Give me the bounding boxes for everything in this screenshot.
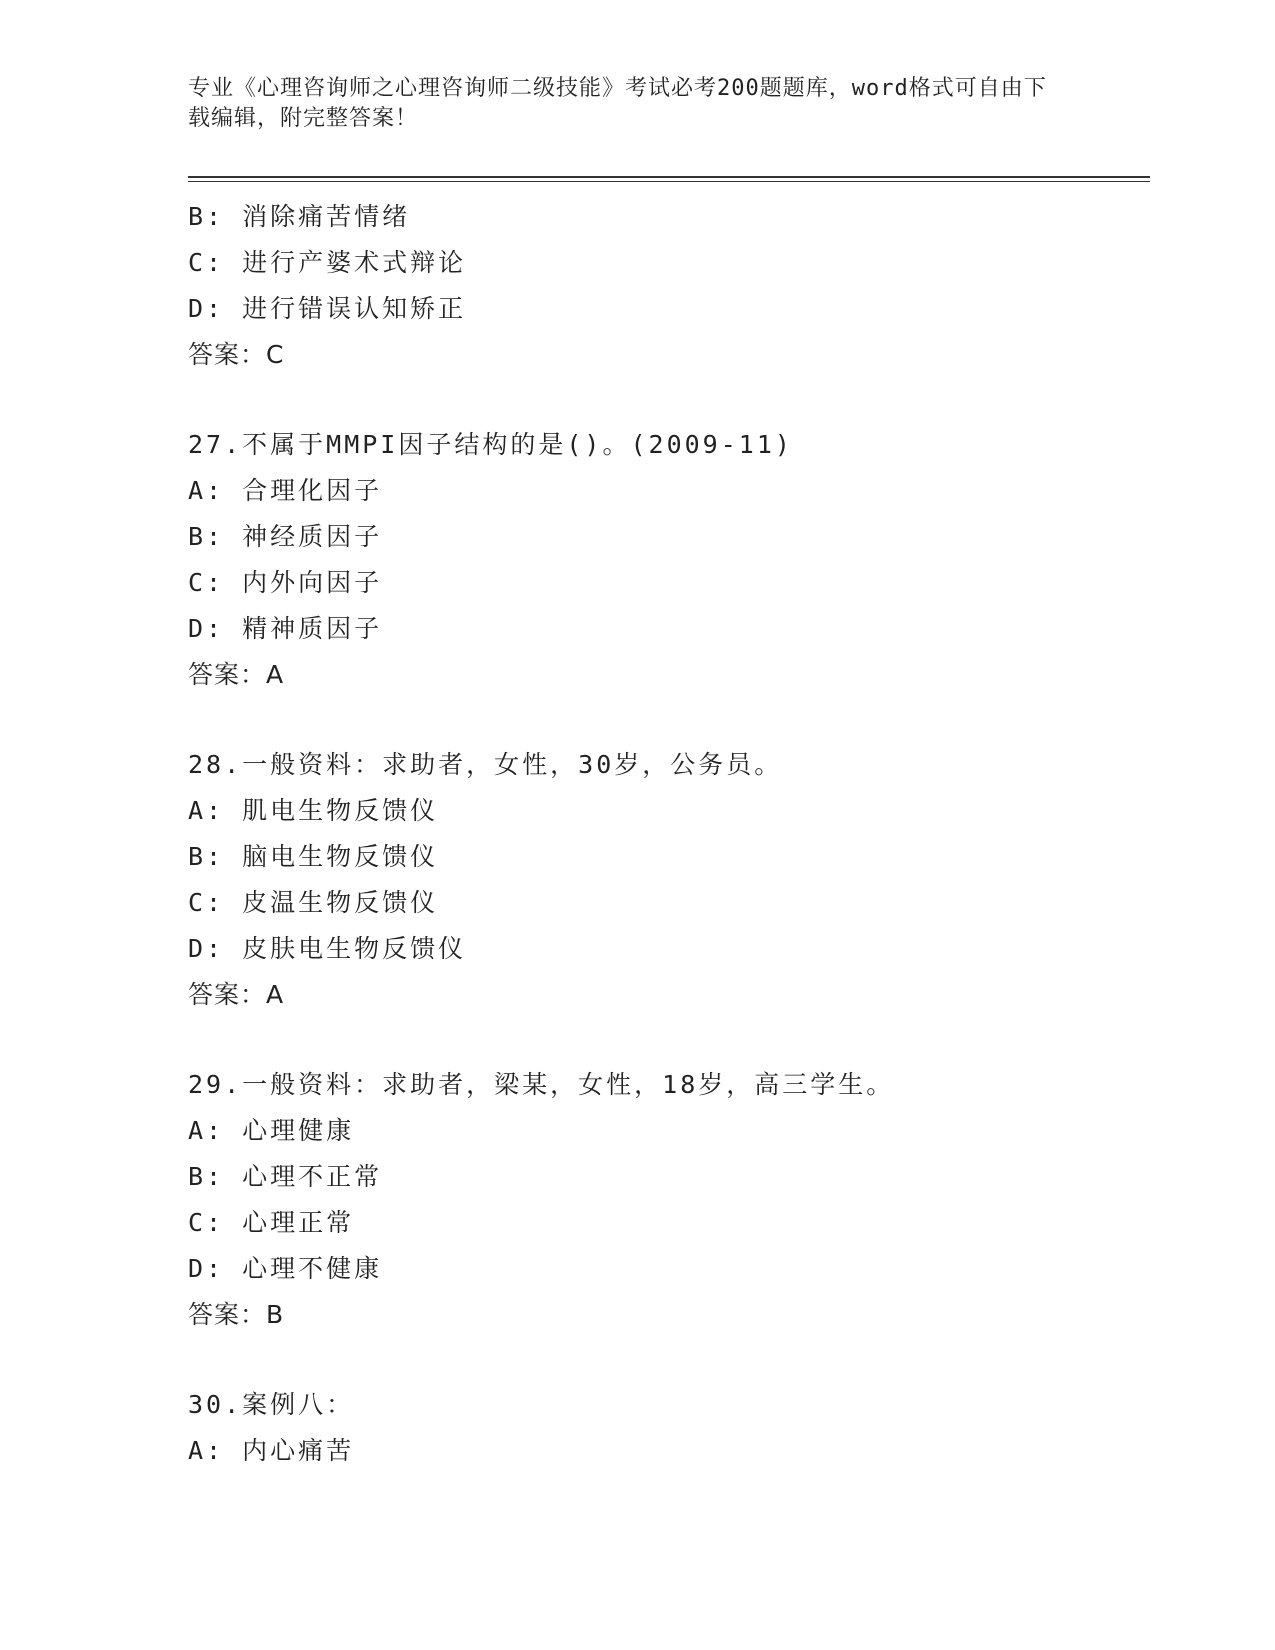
- option-d: D: 皮肤电生物反馈仪: [188, 934, 467, 963]
- option-b: B: 消除痛苦情绪: [188, 202, 411, 231]
- question-block: [188, 1382, 1148, 1474]
- option-a: A: 内心痛苦: [188, 1436, 355, 1465]
- option-d: D: 精神质因子: [188, 614, 383, 643]
- option-c: C: 皮温生物反馈仪: [188, 888, 439, 917]
- question-title: 27.不属于MMPI因子结构的是()。(2009-11): [188, 430, 793, 459]
- option-a: A: 心理健康: [188, 1116, 355, 1145]
- option-c: C: 内外向因子: [188, 568, 383, 597]
- question-block: [188, 1062, 1148, 1338]
- option-a: A: 肌电生物反馈仪: [188, 796, 439, 825]
- option-b: B: 脑电生物反馈仪: [188, 842, 439, 871]
- option-d: D: 进行错误认知矫正: [188, 294, 467, 323]
- document-header: 专业《心理咨询师之心理咨询师二级技能》考试必考200题题库，word格式可自由下载编辑，附完整答案！: [188, 76, 1047, 131]
- question-block-continued: [188, 194, 1148, 378]
- answer-line: 答案：B: [188, 1300, 285, 1329]
- answer-line: 答案：C: [188, 340, 285, 369]
- question-block: [188, 742, 1148, 1018]
- header-divider-thin: [188, 181, 1150, 182]
- option-b: B: 心理不正常: [188, 1162, 383, 1191]
- option-d: D: 心理不健康: [188, 1254, 383, 1283]
- answer-line: 答案：A: [188, 980, 285, 1009]
- question-title: 30.案例八：: [188, 1390, 355, 1419]
- answer-line: 答案：A: [188, 660, 285, 689]
- question-block: [188, 422, 1148, 698]
- option-c: C: 进行产婆术式辩论: [188, 248, 467, 277]
- header-divider-thick: [188, 176, 1150, 178]
- question-title: 29.一般资料：求助者，梁某，女性，18岁，高三学生。: [188, 1070, 895, 1099]
- question-title: 28.一般资料：求助者，女性，30岁，公务员。: [188, 750, 783, 779]
- option-b: B: 神经质因子: [188, 522, 383, 551]
- option-a: A: 合理化因子: [188, 476, 383, 505]
- question-list: [188, 194, 1148, 1474]
- option-c: C: 心理正常: [188, 1208, 355, 1237]
